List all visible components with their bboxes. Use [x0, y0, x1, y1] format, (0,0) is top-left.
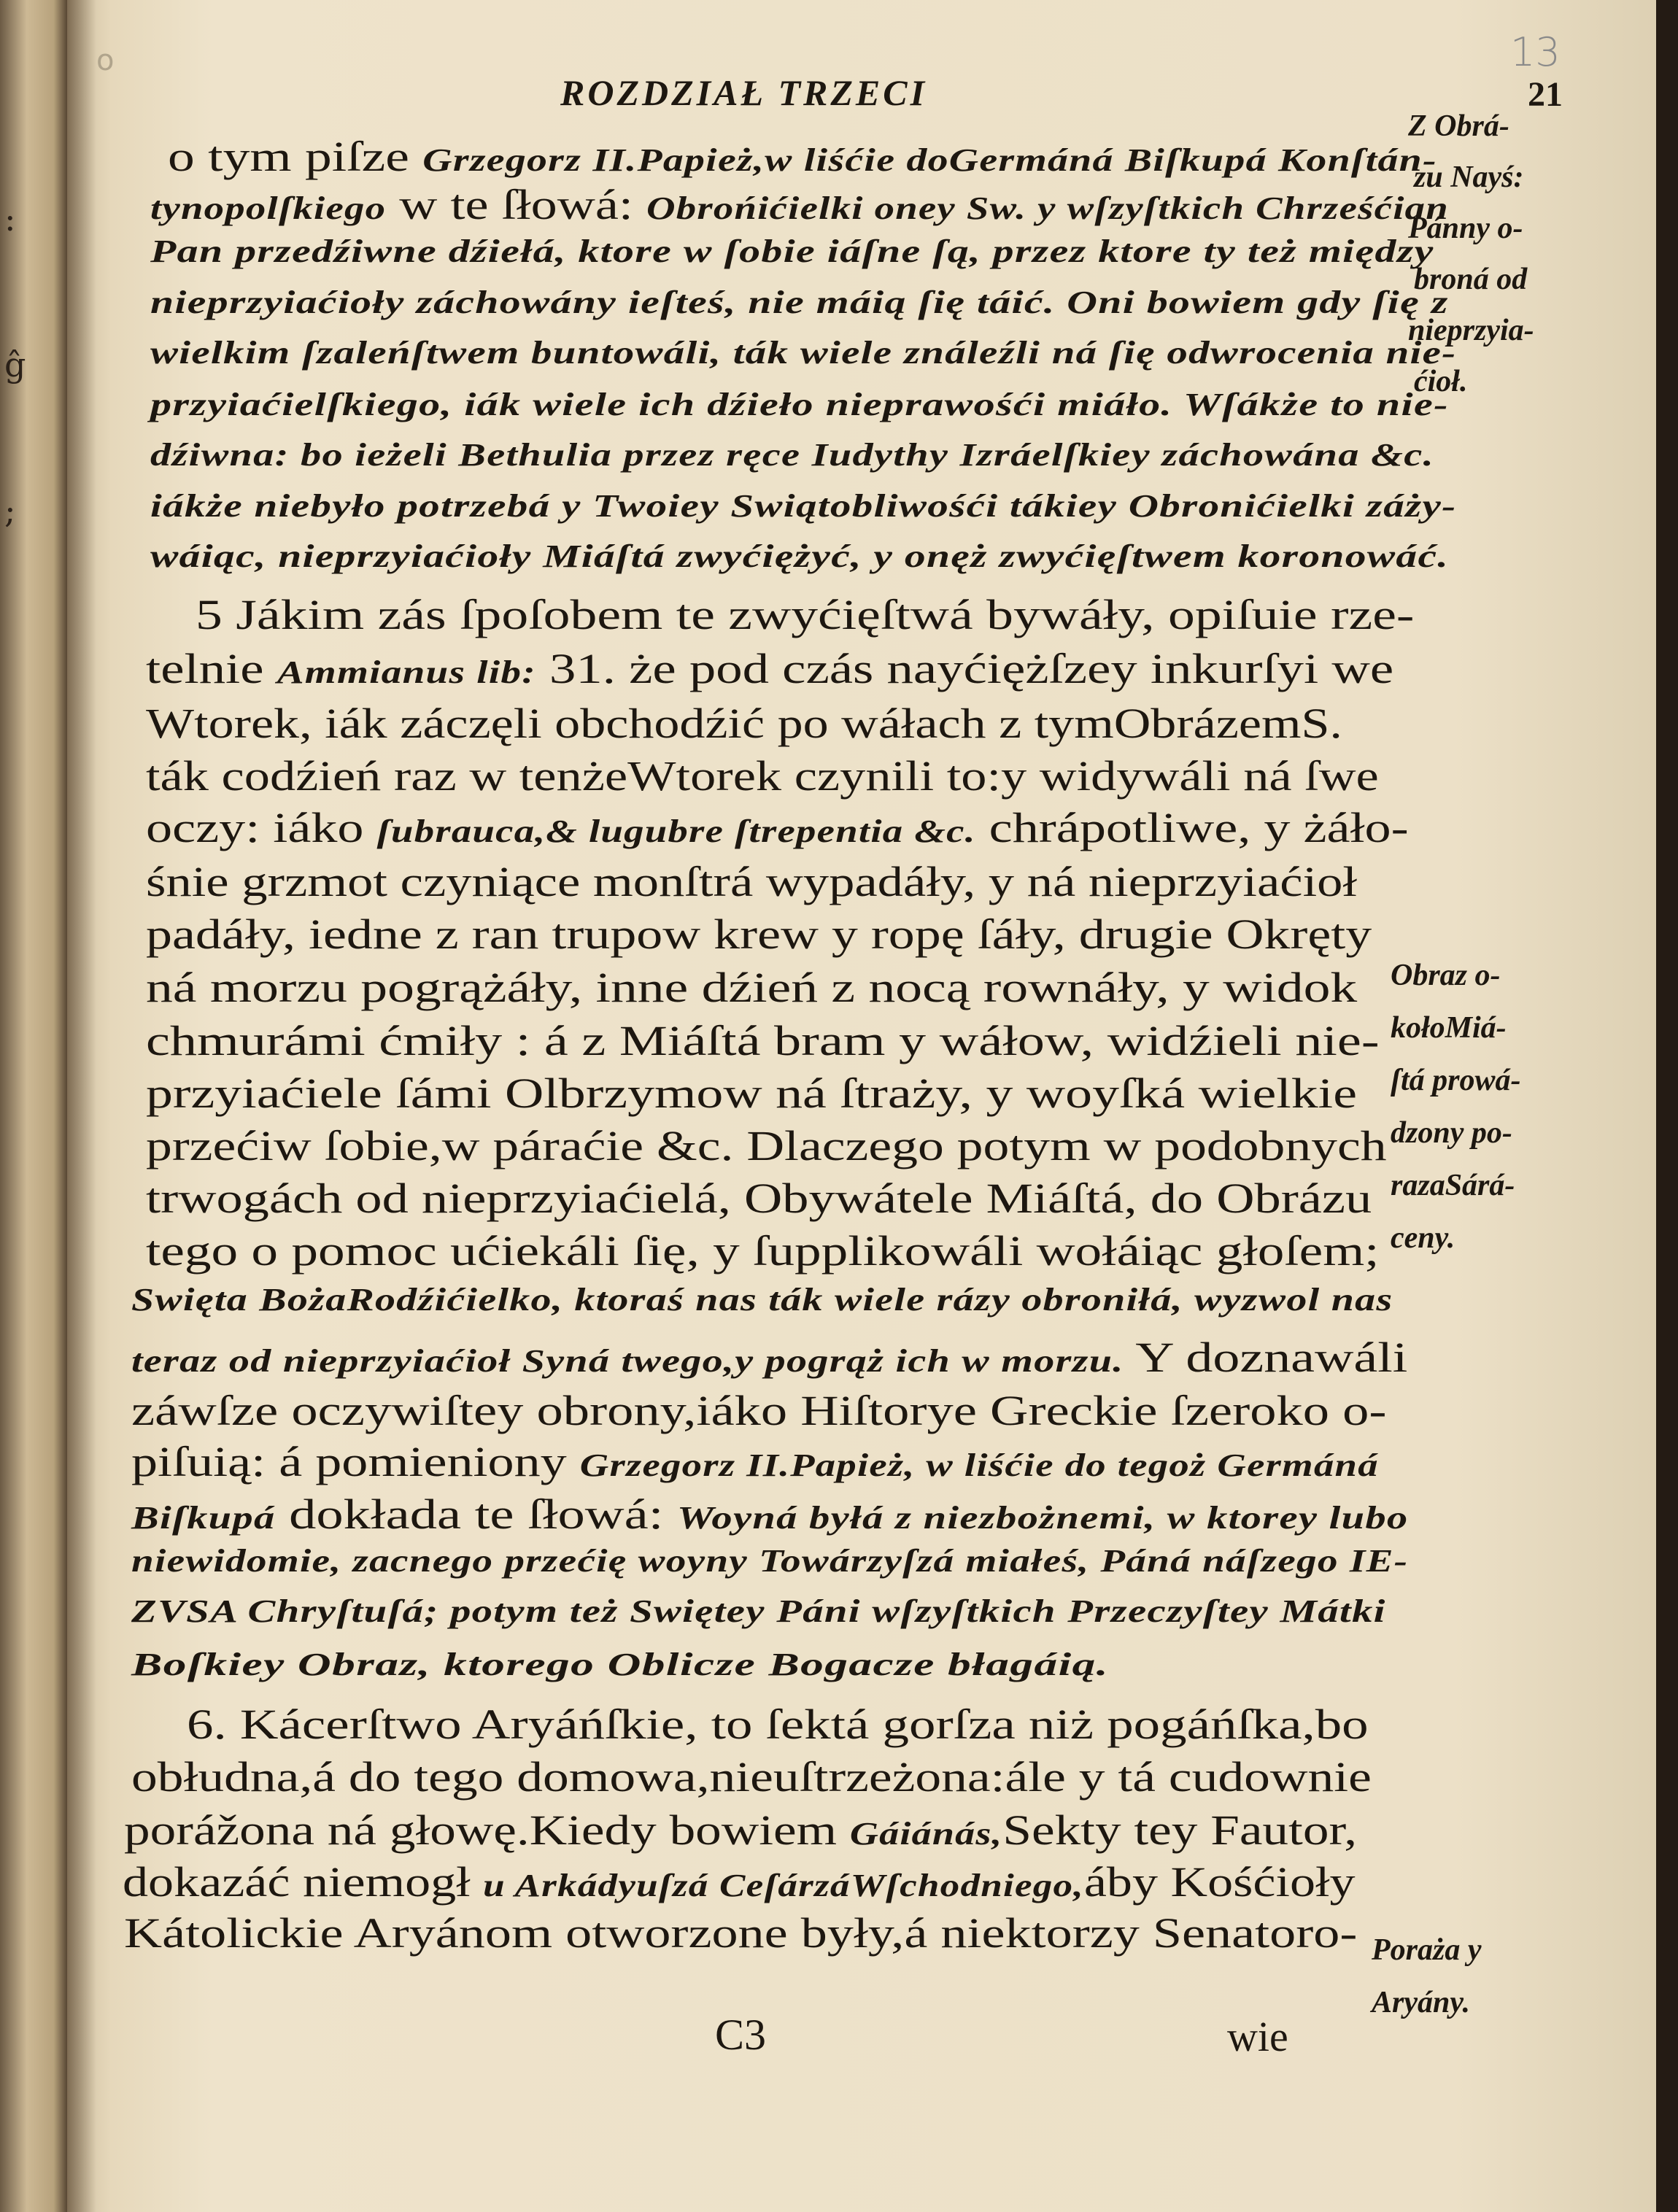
italic-run: Swięta BożaRodźićielko, ktoraś nas ták wiele rázy obroniłá, wyzwol nas — [131, 1282, 1393, 1318]
side-note-line: nieprzyia- — [1408, 314, 1534, 347]
roman-run: trwogách od nieprzyiaćielá, Obywátele Miáſtá, do Obrázu — [146, 1175, 1372, 1222]
left-page-mark: ĝ — [4, 345, 26, 384]
roman-run: o tym piſze — [168, 133, 423, 180]
page-number: 21 — [1528, 75, 1563, 114]
text-line — [131, 1593, 1386, 1629]
text-line — [131, 1753, 1372, 1801]
italic-run: Obrońićielki oney Sw. y wſzyſtkich Chrześćian — [646, 190, 1449, 226]
roman-run: ná morzu pogrążáły, inne dźień z nocą rownáły, y widok — [146, 964, 1358, 1011]
side-note-line: kołoMiá- — [1391, 1011, 1507, 1045]
text-line — [131, 1334, 1408, 1381]
text-line — [131, 1490, 1409, 1538]
roman-run: 5 Jákim zás ſpoſobem te zwyćięſtwá bywáły, opiſuie rze- — [196, 591, 1415, 638]
roman-run: dokazáć niemogł — [123, 1858, 484, 1906]
roman-run: padáły, iedne z ran trupow krew y ropę ſáły, drugie Okręty — [146, 910, 1372, 958]
text-line — [131, 1387, 1387, 1434]
text-line — [150, 181, 1449, 228]
text-line — [146, 804, 1409, 851]
side-note-line: Aryány. — [1372, 1986, 1470, 2019]
roman-run: telnie — [146, 645, 277, 692]
italic-run: wáiąc, nieprzyiaćioły Miáſtá zwyćiężyć, y onęż zwyćięſtwem koronowáć. — [150, 538, 1450, 574]
italic-run: ſubrauca,& lugubre ſtrepentia &c. — [376, 813, 976, 849]
roman-run: dokłada te ſłowá: — [275, 1490, 678, 1538]
text-line — [150, 490, 1456, 522]
italic-run: nieprzyiaćioły záchowány ieſteś, nie máią ſię táić. Oni bowiem gdy ſię z — [150, 285, 1449, 320]
side-note-line: ćioł. — [1414, 365, 1468, 398]
text-line — [124, 1909, 1358, 1957]
italic-run: Biſkupá — [131, 1500, 276, 1536]
side-note-line: dzony po- — [1391, 1116, 1512, 1150]
text-line — [168, 133, 1437, 180]
roman-run: tego o pomoc ućiekáli ſię, y ſupplikowáli wołáiąc głoſem; — [146, 1227, 1380, 1275]
roman-run: w te ſłowá: — [386, 181, 646, 228]
margin-stamp-mark: o — [96, 44, 115, 77]
roman-run: obłudna,á do tego domowa,nieuſtrzeżona:ále y tá cudownie — [131, 1753, 1372, 1801]
roman-run: 6. Kácerſtwo Aryáńſkie, to ſektá gorſza niż pogáńſka,bo — [187, 1701, 1369, 1748]
side-note-line: Pánny o- — [1408, 212, 1523, 245]
text-line — [150, 439, 1434, 471]
text-line — [146, 1017, 1380, 1064]
italic-run: Ammianus lib: — [277, 654, 536, 690]
text-line — [123, 1858, 1356, 1906]
text-line — [124, 1806, 1358, 1854]
italic-run: Woyná byłá z niezbożnemi, w ktorey lubo — [677, 1500, 1409, 1536]
roman-run: przećiw ſobie,w páraćie &c. Dlaczego potym w podobnych — [146, 1122, 1387, 1169]
text-line — [146, 1177, 1372, 1220]
side-note-line: ceny. — [1391, 1221, 1455, 1255]
pencil-folio-note: 13 — [1510, 29, 1561, 75]
italic-run: teraz od nieprzyiaćioł Syná twego,y pogrąż ich w morzu. — [131, 1343, 1124, 1379]
italic-run: u Arkádyuſzá CeſárzáWſchodniego, — [483, 1868, 1084, 1903]
italic-run: Pan przedźiwne dźiełá, ktore w ſobie iáſne ſą, przez ktore ty też między — [150, 233, 1434, 269]
running-title: ROZDZIAŁ TRZECI — [560, 72, 928, 113]
roman-run: chrápotliwe, y żáło- — [975, 804, 1409, 851]
side-note-line: Obraz o- — [1391, 959, 1501, 992]
italic-run: wielkim ſzaleńſtwem buntowáli, ták wiele ználeźli ná ſię odwrocenia nie- — [150, 335, 1457, 371]
italic-run: Boſkiey Obraz, ktorego Oblicze Bogacze błagáią. — [131, 1647, 1110, 1682]
printer-signature: C3 — [715, 2011, 767, 2059]
text-line — [150, 233, 1434, 269]
roman-run: áby Kośćioły — [1083, 1858, 1356, 1906]
left-page-mark: ; — [4, 491, 16, 530]
text-line — [150, 337, 1456, 369]
side-note-line: Z Obrá- — [1408, 109, 1509, 143]
text-line — [146, 858, 1358, 905]
italic-run: iákże niebyło potrzebá y Twoiey Swiątobliwośći tákiey Obronićielki záży- — [150, 488, 1457, 524]
catchword: wie — [1227, 2013, 1288, 2060]
italic-run: tynopolſkiego — [150, 190, 387, 226]
text-line — [146, 1072, 1357, 1115]
text-line — [146, 1227, 1380, 1275]
italic-run: Grzegorz II.Papież, w liśćie do tegoż Germáná — [579, 1447, 1379, 1483]
text-line — [146, 645, 1394, 692]
italic-run: Gáiánás, — [849, 1816, 1003, 1852]
text-line — [196, 591, 1415, 638]
text-line — [146, 700, 1342, 747]
text-line — [146, 752, 1379, 800]
roman-run: záwſze oczywiſtey obrony,iáko Hiſtorye Greckie ſzeroko o- — [131, 1387, 1387, 1434]
text-line — [131, 1438, 1379, 1485]
text-line — [146, 1122, 1387, 1169]
italic-run: dźiwna: bo ieżeli Bethulia przez ręce Iudythy Izráelſkiey záchowána &c. — [150, 437, 1434, 473]
side-note-line: Poraża y — [1372, 1933, 1482, 1967]
text-line — [146, 910, 1372, 958]
roman-run: śnie grzmot czyniące monſtrá wypadáły, y ná nieprzyiaćioł — [146, 858, 1358, 905]
side-note-line: broná od — [1414, 263, 1528, 296]
left-page-mark: : — [4, 199, 16, 239]
roman-run: Kátolickie Aryánom otworzone były,á niektorzy Senatoro- — [124, 1909, 1358, 1957]
roman-run: chmurámi ćmiły : á z Miáſtá bram y wáłow, widźieli nie- — [146, 1017, 1380, 1064]
right-page-edge — [1656, 0, 1678, 2212]
roman-run: oczy: iáko — [146, 804, 377, 851]
roman-run: porážona ná głowę.Kiedy bowiem — [124, 1806, 850, 1854]
text-line — [187, 1701, 1369, 1748]
text-line — [150, 389, 1449, 421]
side-note-line: ſtá prowá- — [1391, 1064, 1521, 1097]
roman-run: przyiaćiele ſámi Olbrzymow ná ſtraży, y woyſká wielkie — [146, 1070, 1357, 1117]
roman-run: ták codźień raz w tenżeWtorek czynili to:y widywáli ná ſwe — [146, 752, 1379, 800]
text-line — [131, 1284, 1393, 1316]
italic-run: niewidomie, zacnego przećię woyny Towárzyſzá miałeś, Páná náſzego IE- — [131, 1543, 1409, 1579]
roman-run: 31. że pod czás nayćiężſzey inkurſyi we — [536, 645, 1394, 692]
side-note-line: zu Nayś: — [1414, 161, 1524, 194]
text-line — [146, 964, 1358, 1011]
italic-run: Grzegorz II.Papież,w liśćie doGermáná Biſkupá Konſtán- — [422, 142, 1437, 178]
text-line — [150, 287, 1449, 319]
roman-run: piſuią: á pomieniony — [131, 1438, 580, 1485]
left-page-marks — [4, 146, 34, 584]
italic-run: przyiaćielſkiego, iák wiele ich dźieło nieprawośći miáło. Wſákże to nie- — [150, 387, 1449, 422]
spine-shadow — [67, 0, 96, 2212]
text-line — [150, 538, 1450, 574]
text-line — [131, 1649, 1109, 1681]
text-line — [131, 1545, 1408, 1577]
roman-run: Y doznawáli — [1124, 1334, 1408, 1381]
side-note-line: razaSárá- — [1391, 1169, 1515, 1202]
roman-run: Sekty tey Fautor, — [1002, 1806, 1358, 1854]
roman-run: Wtorek, iák záczęli obchodźić po wáłach z tymObrázemS. — [146, 700, 1342, 747]
italic-run: ZVSA Chryſtuſá; potym też Swiętey Páni wſzyſtkich Przeczyſtey Mátki — [131, 1593, 1386, 1629]
